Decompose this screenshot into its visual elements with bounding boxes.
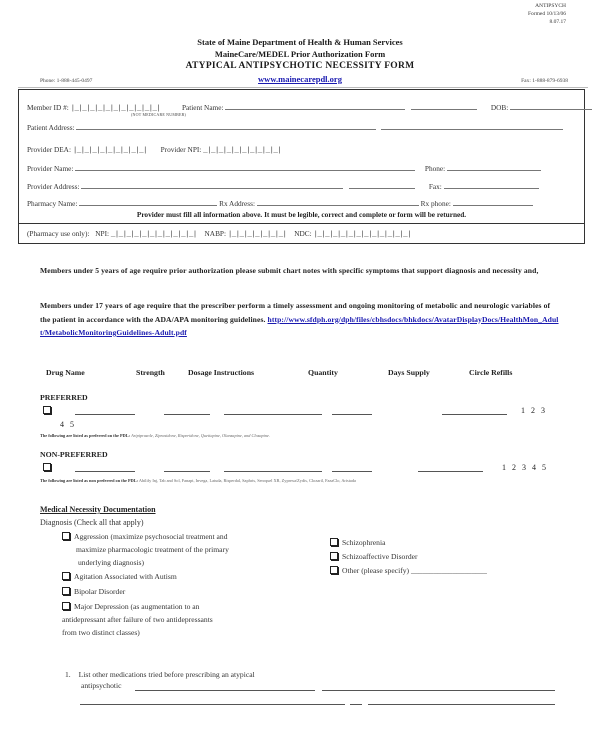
dx-major-depression-cont <box>62 613 213 639</box>
dx-agitation-autism[interactable] <box>62 570 177 583</box>
checkbox-icon[interactable] <box>62 572 70 580</box>
pharmacy-use-label: (Pharmacy use only): <box>27 229 90 238</box>
dx-aggression[interactable] <box>62 530 229 569</box>
dob-field[interactable] <box>510 102 592 110</box>
provider-npi-field[interactable]: _|_|_|_|_|_|_|_|_|_| <box>203 147 282 155</box>
nabp-label: NABP: <box>204 229 227 238</box>
col-days-supply: Days Supply <box>388 368 430 377</box>
checkbox-icon[interactable] <box>330 552 338 560</box>
dx-bipolar[interactable] <box>62 585 125 598</box>
provider-address-field-2[interactable] <box>349 181 415 189</box>
pharmacy-use-row <box>27 229 411 239</box>
under-17-text: Members under 17 years of age require that the prescriber perform a timely assessment and ongoing monitoring of metabolic and neurologic variables of the patient in accordance with the ADA/APA monitoring guidelines. <box>40 301 551 324</box>
dx-label: Major Depression (as augmentation to an <box>74 602 200 611</box>
provider-fax-field[interactable] <box>444 181 539 189</box>
form-title: ATYPICAL ANTIPSYCHOTIC NECESSITY FORM <box>185 61 415 71</box>
pharmacy-npi-label: NPI: <box>95 229 110 238</box>
checkbox-icon[interactable] <box>330 538 338 546</box>
provider-name-field[interactable] <box>75 163 415 171</box>
preferred-refills-options-2[interactable]: 4 5 <box>60 420 74 429</box>
preferred-strength-field[interactable] <box>164 414 210 415</box>
ndc-label: NDC: <box>294 229 312 238</box>
non-preferred-heading: NON-PREFERRED <box>40 450 108 459</box>
under-5-instruction: Members under 5 years of age require prior authorization please submit chart notes with specific symptoms that support diagnosis and necessity and, <box>40 266 539 275</box>
provider-dea-field[interactable]: |_|_|_|_|_|_|_|_|_| <box>72 147 147 155</box>
member-row <box>27 102 592 113</box>
dx-label-cont: underlying diagnosis) <box>78 558 145 567</box>
member-id-label: Member ID #: <box>27 103 69 112</box>
header-divider <box>18 87 588 88</box>
col-drug-name: Drug Name <box>46 368 85 377</box>
other-meds-field-3[interactable] <box>80 704 345 705</box>
dx-label-cont: maximize pharmacologic treatment of the primary <box>76 545 229 554</box>
diagnosis-label: Diagnosis (Check all that apply) <box>40 518 144 527</box>
checkbox-icon[interactable] <box>330 566 338 574</box>
dx-label-cont: antidepressant after failure of two antidepressants <box>62 615 213 624</box>
non-preferred-days-supply-field[interactable] <box>418 471 483 472</box>
provider-npi-label: Provider NPI: <box>160 145 202 154</box>
preferred-dosage-field[interactable] <box>224 414 322 415</box>
non-preferred-refills-options[interactable]: 1 2 3 4 5 <box>502 463 546 472</box>
preferred-heading: PREFERRED <box>40 393 88 402</box>
dx-label: Schizoaffective Disorder <box>342 552 418 561</box>
patient-address-field[interactable] <box>76 122 376 130</box>
dx-label: Aggression (maximize psychosocial treatment and <box>74 532 228 541</box>
other-meds-field-2[interactable] <box>322 690 555 691</box>
phone-number: Phone: 1-888-445-0497 <box>40 78 93 84</box>
form-code-line: 8.07.17 <box>549 19 566 25</box>
ndc-field[interactable]: |_|_|_|_|_|_|_|_|_|_|_|_| <box>313 231 411 239</box>
non-preferred-note <box>40 477 570 485</box>
dx-schizoaffective[interactable] <box>330 550 418 563</box>
provider-address-label: Provider Address: <box>27 182 80 191</box>
non-preferred-strength-field[interactable] <box>164 471 210 472</box>
preferred-note <box>40 433 270 438</box>
provider-dea-label: Provider DEA: <box>27 145 71 154</box>
non-preferred-drug-name-field[interactable] <box>75 471 135 472</box>
medical-necessity-heading: Medical Necessity Documentation <box>40 505 156 514</box>
provider-fax-label: Fax: <box>428 182 442 191</box>
patient-address-label: Patient Address: <box>27 123 75 132</box>
dx-label: Schizophrenia <box>342 538 386 547</box>
department-title: State of Maine Department of Health & Human Services <box>197 37 403 47</box>
patient-name-field[interactable] <box>225 102 405 110</box>
under-17-instruction <box>40 299 560 340</box>
non-preferred-dosage-field[interactable] <box>224 471 322 472</box>
dx-label-cont: from two distinct classes) <box>62 628 140 637</box>
pharmacy-npi-field[interactable]: _|_|_|_|_|_|_|_|_|_|_| <box>110 231 197 239</box>
other-meds-field-5[interactable] <box>368 704 555 705</box>
non-preferred-drug-list: Abilify Inj, Tab and Sol, Fanapt, Invega, Latuda, Risperdal, Saphris, Seroquel XR, Zyprexa/Zydis, Clozaril, FazaClo, Aristada <box>138 478 356 483</box>
non-preferred-quantity-field[interactable] <box>332 471 372 472</box>
preferred-drug-name-field[interactable] <box>75 414 135 415</box>
form-code-line: Formed 10/13/06 <box>527 11 566 17</box>
question-number: 1. <box>65 670 71 679</box>
pharmacy-row <box>27 198 533 208</box>
rx-address-label: Rx Address: <box>219 199 255 208</box>
rx-phone-field[interactable] <box>453 198 533 206</box>
preferred-refills-options[interactable]: 1 2 3 <box>521 406 545 415</box>
rx-address-field[interactable] <box>257 198 419 206</box>
provider-name-row <box>27 163 541 173</box>
form-code <box>528 2 566 26</box>
preferred-checkbox[interactable] <box>43 406 51 414</box>
patient-address-row <box>27 122 563 132</box>
checkbox-icon[interactable] <box>62 587 70 595</box>
non-preferred-checkbox[interactable] <box>43 463 51 471</box>
provider-name-label: Provider Name: <box>27 164 74 173</box>
dx-other[interactable] <box>330 564 487 577</box>
required-notice: Provider must fill all information above. It must be legible, correct and complete or form will be returned. <box>136 210 467 219</box>
member-id-note: (NOT MEDICARE NUMBER) <box>131 112 187 117</box>
pharmacy-name-field[interactable] <box>79 198 217 206</box>
provider-phone-label: Phone: <box>424 164 446 173</box>
other-meds-field-4[interactable] <box>350 704 362 705</box>
guidelines-link[interactable]: http://www.sfdph.org/dph/files/cbhsdocs/bhkdocs/AvatarDisplayDocs/HealthMon_Adult/MetabolicMonitoringGuidelines-Adult.pdf <box>40 314 559 337</box>
dx-label: Agitation Associated with Autism <box>74 572 177 581</box>
dx-major-depression[interactable] <box>62 600 199 613</box>
pharmacy-name-label: Pharmacy Name: <box>27 199 78 208</box>
provider-address-row <box>27 181 539 191</box>
col-quantity: Quantity <box>308 368 338 377</box>
col-strength: Strength <box>136 368 165 377</box>
preferred-days-supply-field[interactable] <box>442 414 507 415</box>
checkbox-icon[interactable] <box>62 532 70 540</box>
provider-address-field[interactable] <box>81 181 343 189</box>
fax-number: Fax: 1-888-879-6938 <box>521 78 568 84</box>
patient-name-field-2[interactable] <box>411 102 477 110</box>
other-meds-field-1[interactable] <box>135 690 315 691</box>
preferred-quantity-field[interactable] <box>332 414 372 415</box>
question-text: List other medications tried before prescribing an atypical <box>78 670 255 679</box>
dx-label: Other (please specify) ____________________ <box>342 566 487 575</box>
dob-label: DOB: <box>490 103 509 112</box>
col-circle-refills: Circle Refills <box>469 368 513 377</box>
preferred-note-label: The following are listed as preferred on the PDL: <box>40 433 130 438</box>
dx-label: Bipolar Disorder <box>74 587 126 596</box>
form-subtitle: MaineCare/MEDEL Prior Authorization Form <box>214 49 386 59</box>
col-dosage: Dosage Instructions <box>188 368 255 377</box>
provider-id-row <box>27 145 281 155</box>
patient-name-label: Patient Name: <box>181 103 224 112</box>
patient-provider-box <box>18 89 585 224</box>
website-link[interactable]: www.mainecarepdl.org <box>258 74 342 84</box>
rx-phone-label: Rx phone: <box>420 199 451 208</box>
nabp-field[interactable]: |_|_|_|_|_|_|_| <box>227 231 287 239</box>
member-id-field[interactable]: |_|_|_|_|_|_|_|_|_|_|_| <box>70 105 161 113</box>
provider-phone-field[interactable] <box>447 163 541 171</box>
question-1-cont: antipsychotic <box>81 681 122 690</box>
pharmacy-use-box <box>18 223 585 244</box>
non-preferred-note-label: The following are listed as non preferred on the PDL: <box>40 478 138 483</box>
checkbox-icon[interactable] <box>62 602 70 610</box>
patient-address-field-2[interactable] <box>381 122 563 130</box>
form-code-line: ANTIPSYCH <box>535 3 566 9</box>
dx-schizophrenia[interactable] <box>330 536 385 549</box>
preferred-drug-list: Aripiprazole, Ziprasidone, Risperidone, Quetiapine, Olanzapine, and Clozapine. <box>131 433 271 438</box>
